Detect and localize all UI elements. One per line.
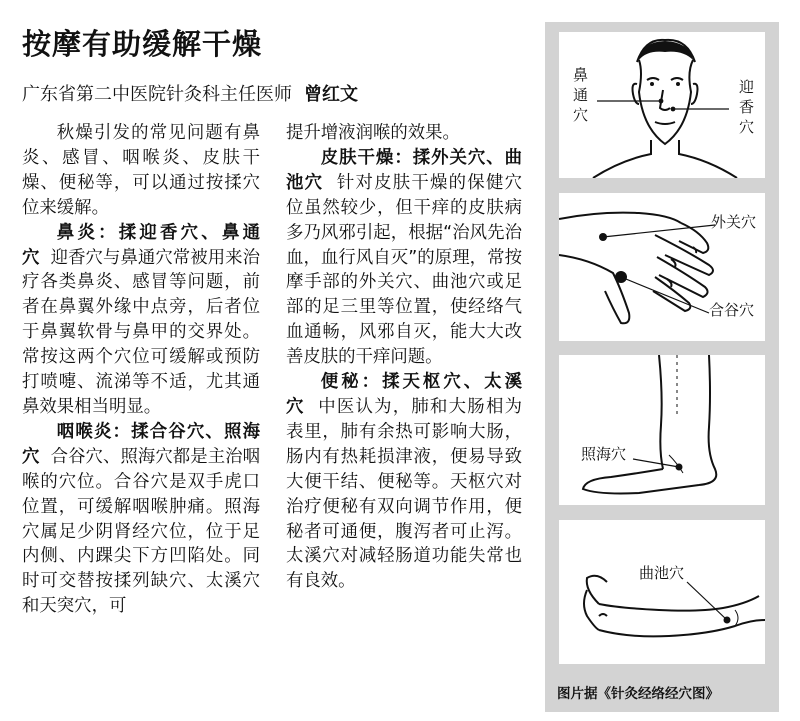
label-hegu-acupoint: 合谷穴 <box>709 301 755 319</box>
label-zhaohai-acupoint: 照海穴 <box>581 445 627 463</box>
author-name: 曾红文 <box>304 84 358 105</box>
section-body-rhinitis: 迎香穴与鼻通穴常被用来治疗各类鼻炎、感冒等问题，前者在鼻翼外缘中点旁，后者位于鼻翼软骨与鼻甲的交界处。常按这两个穴位可缓解或预防打喷嚏、流涕等不适，尤其通鼻效果相当明显。 <box>22 247 260 417</box>
intro-paragraph: 秋燥引发的常见问题有鼻炎、感冒、咽喉炎、皮肤干燥、便秘等，可以通过按揉穴位来缓解。 <box>22 123 260 218</box>
byline <box>22 80 358 106</box>
illustration-panel <box>545 22 779 712</box>
byline-affiliation: 广东省第二中医院针灸科主任医师 <box>22 84 292 105</box>
section-body-dry-skin: 针对皮肤干燥的保健穴位虽然较少，但干痒的皮肤病多乃风邪引起，根据“治风先治血，血行风自灭”的原理，常按摩手部的外关穴、曲池穴或足部的足三里等位置，使经络气血通畅，风邪自灭，能大大改善皮肤的干痒问题。 <box>286 172 522 368</box>
article-title: 按摩有助缓解干燥 <box>22 27 263 61</box>
section-heading-pharyngitis: 咽喉炎：揉合谷穴、照海穴 <box>22 421 260 467</box>
label-bitong-acupoint: 鼻通穴 <box>573 66 589 124</box>
section-body-pharyngitis: 合谷穴、照海穴都是主治咽喉的穴位。合谷穴是双手虎口位置，可缓解咽喉肿痛。照海穴属足少阴肾经穴位，位于足内侧、内踝尖下方凹陷处。同时可交替按揉列缺穴、太溪穴和天突穴，可 <box>22 446 260 617</box>
section-constipation <box>286 370 522 594</box>
label-yingxiang-acupoint: 迎香穴 <box>739 78 755 136</box>
leg-illustration <box>559 355 765 505</box>
section-heading-rhinitis: 鼻炎：揉迎香穴、鼻通穴 <box>22 222 260 268</box>
hand-illustration <box>559 193 765 341</box>
section-dry-skin <box>286 146 522 370</box>
text-column-right <box>286 121 522 594</box>
section-body-constipation: 中医认为，肺和大肠相为表里，肺有余热可影响大肠，肠内有热耗损津液，便易导致大便干结、便秘等。天枢穴对治疗便秘有双向调节作用，便秘者可通便，腹泻者可止泻。太溪穴对减轻肠道功能失常也有良效。 <box>286 396 522 592</box>
section-pharyngitis <box>22 420 260 619</box>
section-heading-constipation: 便秘：揉天枢穴、太溪穴 <box>286 372 522 417</box>
label-quchi-acupoint: 曲池穴 <box>639 564 685 582</box>
section-pharyngitis-continued: 提升增液润喉的效果。 <box>286 123 460 143</box>
section-rhinitis <box>22 221 260 420</box>
section-heading-dry-skin: 皮肤干燥：揉外关穴、曲池穴 <box>286 147 522 193</box>
arm-illustration <box>559 520 765 664</box>
figure-caption: 图片据《针灸经络经穴图》 <box>557 686 719 702</box>
text-column-left <box>22 121 260 619</box>
face-illustration <box>559 32 765 178</box>
label-waiguan-acupoint: 外关穴 <box>711 213 757 231</box>
